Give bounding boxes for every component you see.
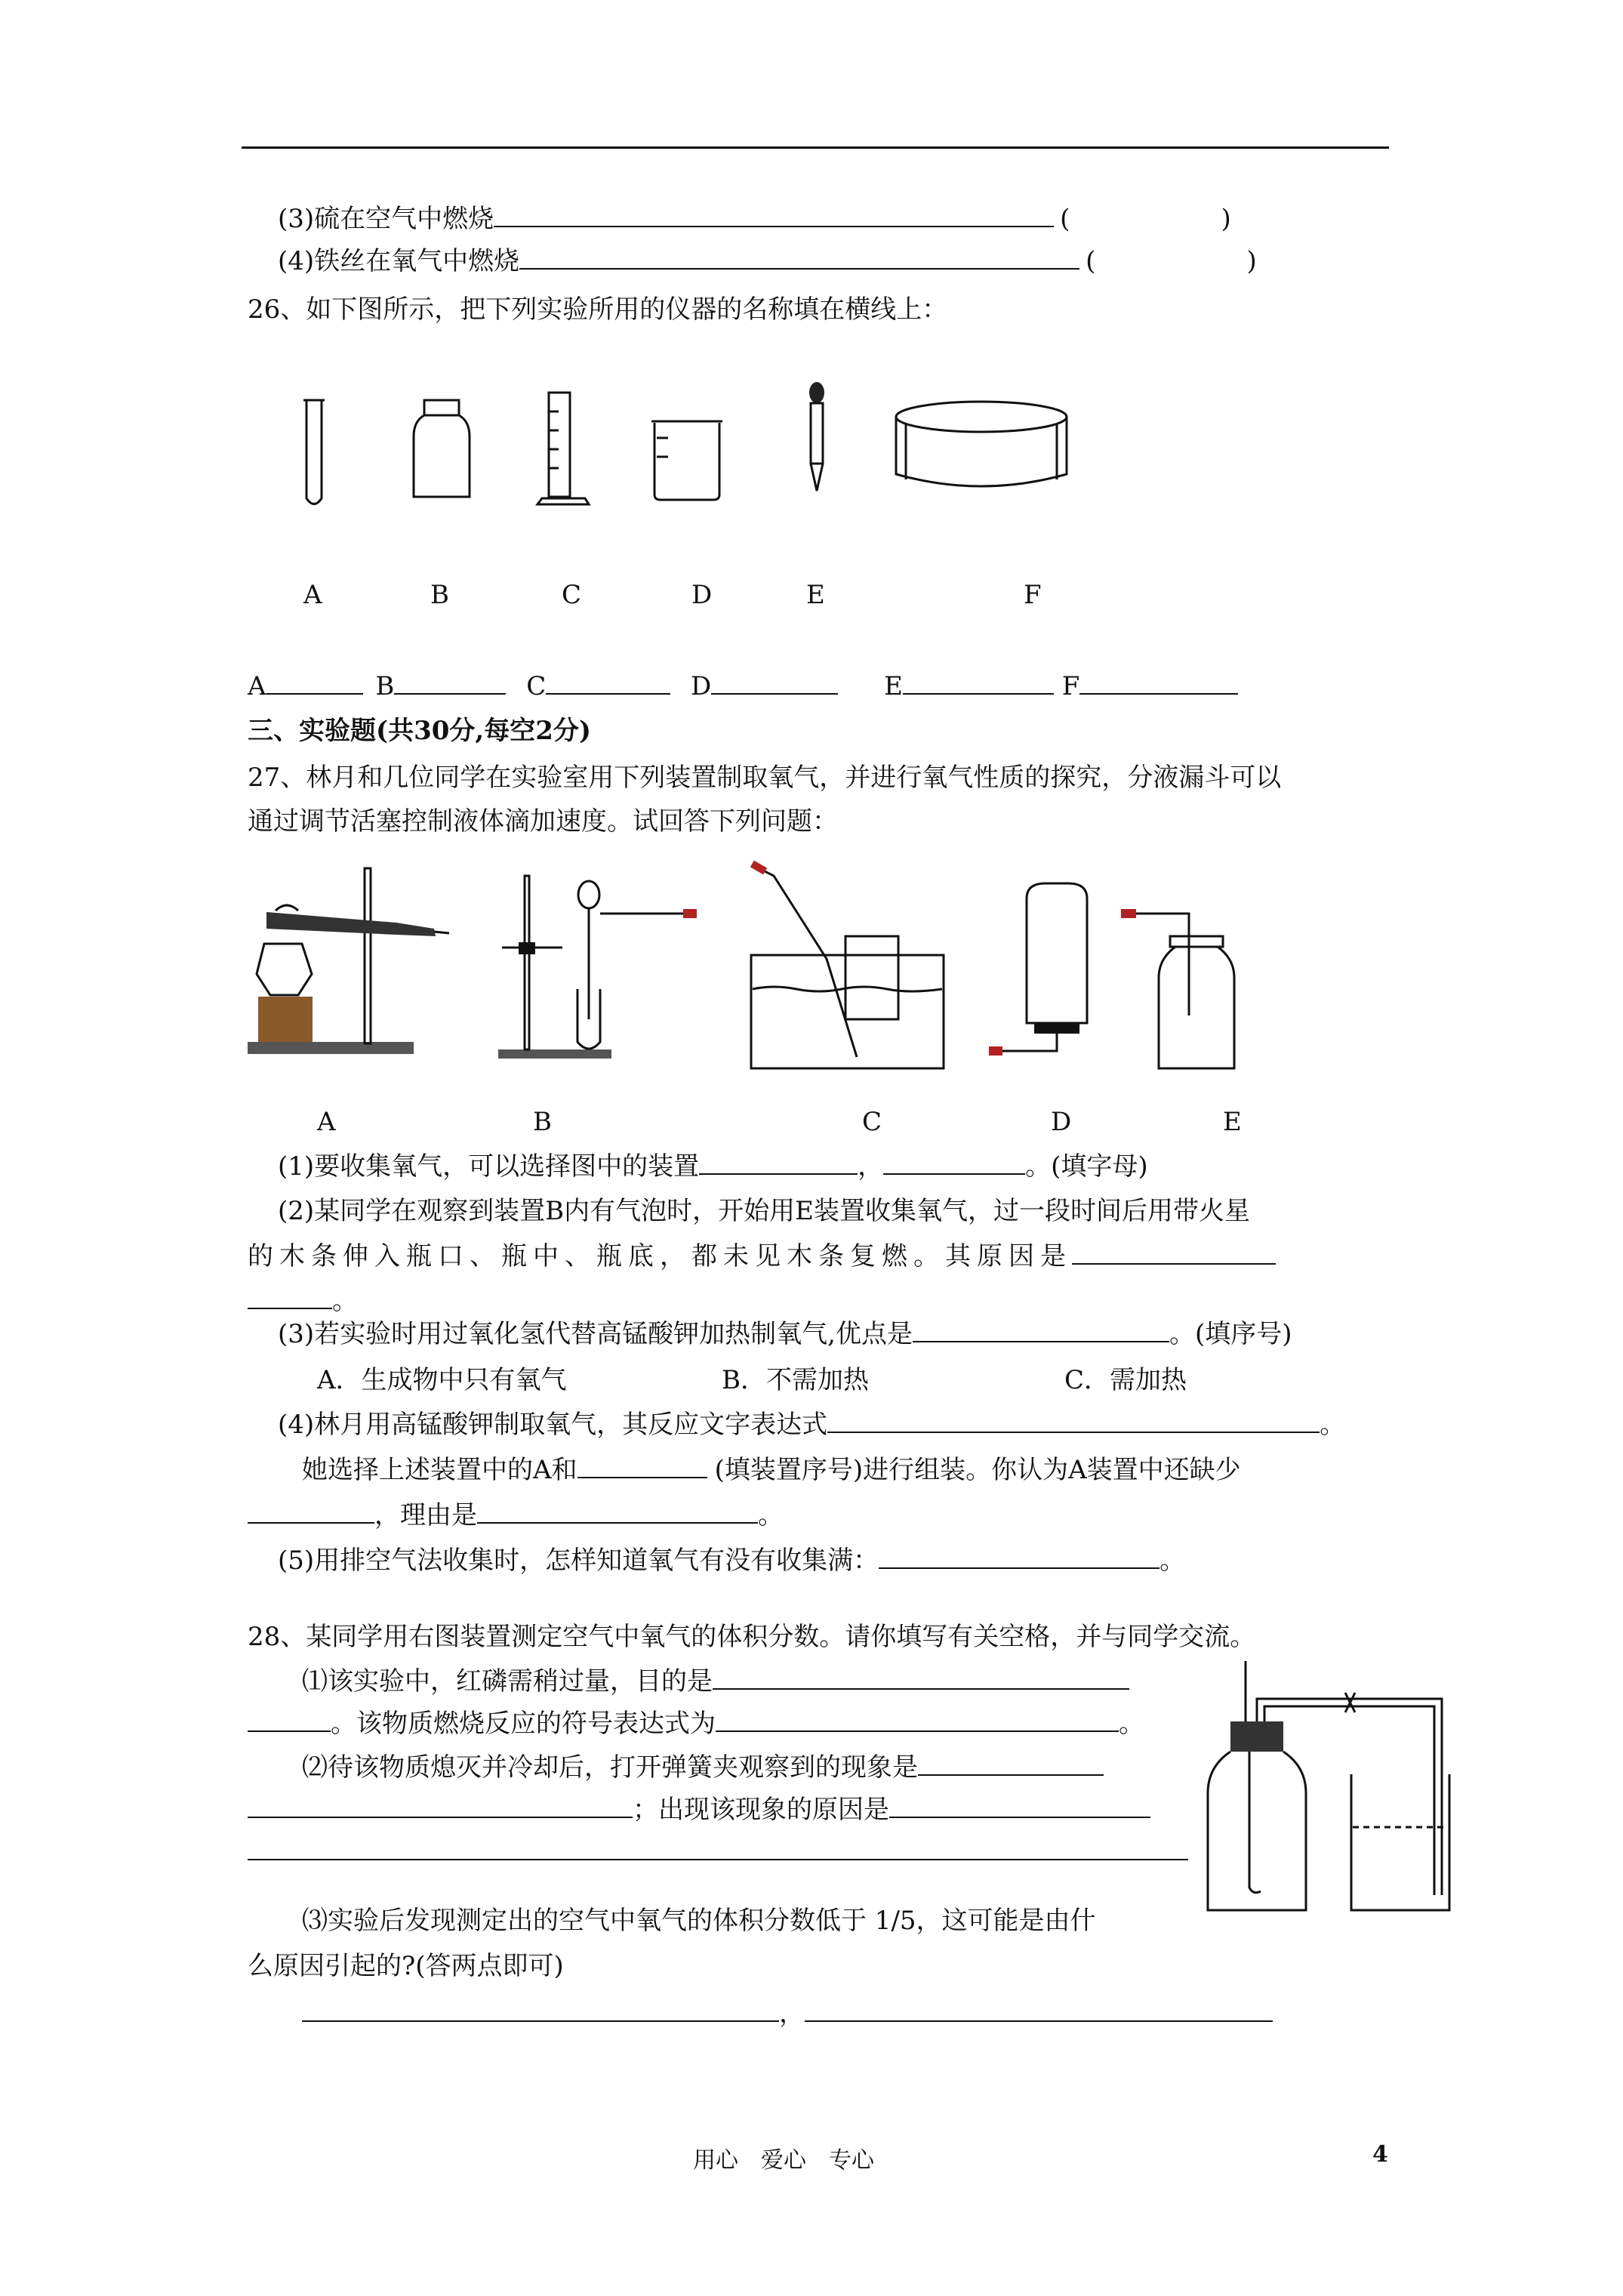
q28-p2b-blank2[interactable] (889, 1794, 1150, 1818)
q27-p3-text: (3)若实验时用过氧化氢代替高锰酸钾加热制氧气,优点是 (278, 1319, 913, 1349)
test-tube-icon (303, 400, 325, 504)
q27-p2-blank-cont[interactable] (248, 1285, 332, 1309)
q27-p5-end: 。 (1160, 1546, 1186, 1576)
q26-fig-label-c: C (562, 580, 582, 610)
q28-p1-blank-cont[interactable] (248, 1708, 331, 1732)
q27-p3-option-b: B．不需加热 (722, 1365, 869, 1395)
q25-item4-text: (4)铁丝在氧气中燃烧 (278, 246, 520, 276)
q27-fig-label-e: E (1223, 1107, 1242, 1137)
q27-fig-label-d: D (1051, 1107, 1072, 1137)
q28-p1b-blank[interactable] (716, 1708, 1119, 1732)
q27-part4-line1 (278, 1409, 1345, 1440)
beaker-icon (651, 421, 722, 500)
q28-p3-sep: ， (779, 1999, 805, 2029)
q28-p2b-text: ；出现该现象的原因是 (633, 1795, 889, 1825)
q26-stem: 26、如下图所示，把下列实验所用的仪器的名称填在横线上： (248, 294, 948, 325)
q26-instruments-figure (287, 378, 1117, 513)
q28-part2-line2 (248, 1794, 1150, 1825)
measuring-cylinder-icon (537, 393, 589, 504)
q27-part4-line2 (302, 1454, 1241, 1485)
answer-label-c: C (526, 671, 547, 701)
q27-p4b-blank[interactable] (577, 1454, 707, 1478)
q28-p2b-blank1[interactable] (248, 1794, 633, 1818)
q27-part1 (278, 1151, 1148, 1182)
q27-p3-option-a: A．生成物中只有氧气 (317, 1365, 567, 1395)
q27-p5-blank[interactable] (879, 1545, 1160, 1569)
q26-answer-line (248, 670, 1238, 701)
section-3-title: 三、实验题(共30分,每空2分) (248, 716, 591, 746)
q27-p3-end: 。(填序号) (1169, 1319, 1292, 1349)
page-number: 4 (1372, 2141, 1388, 2168)
q26-fig-label-d: D (691, 580, 713, 610)
q27-p1-text: (1)要收集氧气，可以选择图中的装置 (278, 1151, 700, 1182)
q27-stem-line1: 27、林月和几位同学在实验室用下列装置制取氧气，并进行氧气性质的探究，分液漏斗可以 (248, 763, 1282, 793)
q27-p3-option-c: C．需加热 (1064, 1365, 1187, 1395)
q27-p4-blank[interactable] (827, 1409, 1320, 1433)
q27-p4b-text: 她选择上述装置中的A和 (302, 1455, 577, 1485)
q27-p1-blank2[interactable] (883, 1151, 1025, 1175)
q27-p1-sep: ， (858, 1151, 884, 1182)
q27-p4c-end: 。 (758, 1500, 784, 1530)
q25-item4-blank[interactable] (519, 245, 1079, 270)
header-rule (242, 146, 1389, 149)
q25-item3-text: (3)硫在空气中燃烧 (278, 204, 494, 234)
q28-stem: 28、某同学用右图装置测定空气中氧气的体积分数。请你填写有关空格，并与同学交流。 (248, 1622, 1256, 1652)
q27-part5 (278, 1545, 1185, 1576)
q28-part2-extra-line[interactable] (248, 1859, 1188, 1860)
q27-p4c-blank2[interactable] (477, 1499, 758, 1524)
q28-p1b-text: 。该物质燃烧反应的符号表达式为 (331, 1709, 716, 1739)
apparatus-c-water-collection (750, 861, 944, 1068)
q28-part1-line1 (302, 1666, 1129, 1697)
paren-open: ( (1060, 204, 1070, 234)
q27-p1-blank1[interactable] (699, 1151, 858, 1175)
q27-p2-blank[interactable] (1072, 1240, 1276, 1265)
apparatus-d-downward-air (989, 883, 1087, 1056)
q28-p3-blank2[interactable] (805, 1998, 1273, 2022)
q28-p1-text: ⑴该实验中，红磷需稍过量，目的是 (302, 1666, 713, 1697)
q27-p4c-blank1[interactable] (248, 1499, 374, 1524)
q28-p2-text: ⑵待该物质熄灭并冷却后，打开弹簧夹观察到的现象是 (302, 1752, 918, 1783)
q27-part4-line3 (248, 1499, 784, 1530)
q27-part2-line2 (248, 1240, 1276, 1271)
q28-part1-line2 (248, 1708, 1144, 1739)
q28-apparatus-figure (1200, 1661, 1457, 1925)
q27-p3-blank[interactable] (913, 1318, 1169, 1342)
q27-p4b2-text: (填装置序号)进行组装。你认为A装置中还缺少 (714, 1455, 1241, 1485)
answer-blank-e[interactable] (903, 670, 1054, 695)
gas-bottle-icon (414, 400, 470, 497)
q28-p1b-end: 。 (1119, 1709, 1144, 1739)
q28-part2-line1 (302, 1752, 1104, 1783)
answer-label-e: E (884, 671, 903, 701)
q27-p5-text: (5)用排空气法收集时，怎样知道氧气有没有收集满： (278, 1546, 879, 1576)
answer-blank-c[interactable] (546, 670, 670, 695)
apparatus-a-heating (248, 868, 449, 1054)
q28-part3-line2: 么原因引起的?(答两点即可) (248, 1951, 564, 1981)
q25-item3-blank[interactable] (494, 203, 1054, 227)
apparatus-e-upward-air (1121, 909, 1234, 1068)
q27-part2-line3 (248, 1285, 358, 1316)
answer-label-d: D (691, 671, 712, 701)
q28-p3-blank1[interactable] (302, 1998, 779, 2022)
answer-blank-a[interactable] (266, 670, 363, 695)
paren-close: ) (1221, 204, 1231, 234)
q25-item4 (278, 245, 1257, 276)
q27-part2-line1: (2)某同学在观察到装置B内有气泡时，开始用E装置收集氧气，过一段时间后用带火星 (278, 1196, 1250, 1226)
q27-p4-text: (4)林月用高锰酸钾制取氧气，其反应文字表达式 (278, 1410, 828, 1440)
paren-close: ) (1246, 246, 1257, 276)
paren-open: ( (1086, 246, 1096, 276)
q27-fig-label-a: A (317, 1107, 336, 1137)
answer-blank-d[interactable] (711, 670, 838, 695)
q26-fig-label-a: A (303, 580, 322, 610)
q27-stem-line2: 通过调节活塞控制液体滴加速度。试回答下列问题： (248, 806, 838, 837)
q27-p2-end: 。 (332, 1286, 358, 1316)
q27-apparatus-figure (245, 853, 1302, 1080)
answer-label-a: A (248, 671, 266, 701)
q27-p4-end: 。 (1320, 1410, 1346, 1440)
dropper-icon (809, 382, 824, 491)
q27-p1-end: 。(填字母) (1025, 1151, 1148, 1182)
q26-fig-label-b: B (430, 580, 449, 610)
q28-p1-blank[interactable] (713, 1666, 1129, 1690)
q28-p2-blank[interactable] (918, 1752, 1104, 1776)
q27-p4c-text: ，理由是 (374, 1500, 477, 1530)
q27-part3 (278, 1318, 1292, 1349)
answer-blank-b[interactable] (394, 670, 506, 695)
answer-label-f: F (1061, 671, 1080, 701)
answer-label-b: B (375, 671, 395, 701)
footer-motto: 用心 爱心 专心 (693, 2147, 874, 2174)
q28-part3-line1: ⑶实验后发现测定出的空气中氧气的体积分数低于 1/5，这可能是由什 (302, 1906, 1096, 1936)
q26-fig-label-f: F (1024, 580, 1042, 610)
q25-item3 (278, 203, 1231, 234)
q27-fig-label-c: C (862, 1107, 882, 1137)
q27-fig-label-b: B (533, 1107, 552, 1137)
answer-blank-f[interactable] (1079, 670, 1238, 695)
apparatus-b-funnel (498, 876, 697, 1059)
q27-p2-text: 的木条伸入瓶口、瓶中、瓶底，都未见木条复燃。其原因是 (248, 1241, 1072, 1271)
q28-part3-answers (302, 1998, 1273, 2029)
q26-fig-label-e: E (806, 580, 825, 610)
water-trough-icon (896, 402, 1067, 486)
